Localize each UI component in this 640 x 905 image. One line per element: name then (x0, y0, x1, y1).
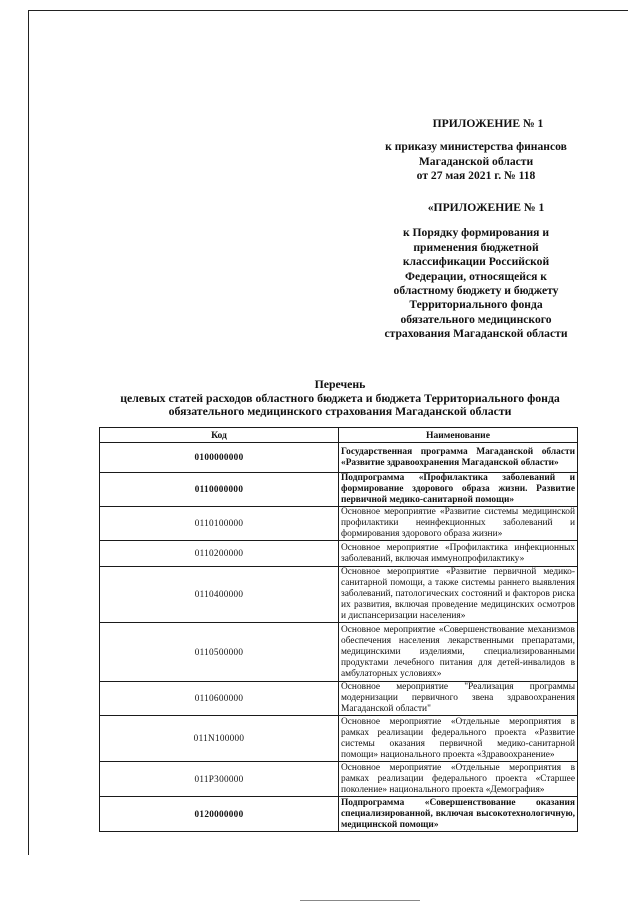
appendix-line: к приказу министерства финансов (385, 140, 567, 154)
row-code: 0110100000 (100, 507, 339, 541)
inner-appendix-line: применения бюджетной (413, 240, 539, 254)
row-code: 0110400000 (100, 567, 339, 623)
row-name: Подпрограмма «Профилактика заболеваний и формирование здорового образа жизни. Развитие первичной медико-санитарной помощи» (339, 473, 578, 507)
scan-edge-bottom (300, 900, 420, 901)
budget-codes-table (99, 427, 578, 832)
scan-edge-top (28, 10, 628, 11)
table-row (100, 797, 578, 832)
row-name: Подпрограмма «Совершенствование оказания специализированной, включая высокотехнологичную, медицинской помощи» (339, 797, 578, 832)
row-code: 011P300000 (100, 762, 339, 797)
row-name: Основное мероприятие «Отдельные мероприятия в рамках реализации федерального проекта «Старшее поколение» национального проекта «Демография» (339, 762, 578, 797)
table-row (100, 507, 578, 541)
column-header-code: Код (100, 428, 339, 443)
table-row (100, 473, 578, 507)
inner-appendix-line: Территориального фонда (409, 298, 543, 312)
row-code: 0120000000 (100, 797, 339, 832)
column-header-name: Наименование (339, 428, 578, 443)
table-row (100, 716, 578, 762)
inner-appendix-line: Федерации, относящейся к (405, 269, 547, 283)
table-row (100, 541, 578, 567)
row-name: Государственная программа Магаданской области «Развитие здравоохранения Магаданской области» (339, 443, 578, 473)
table-row (100, 762, 578, 797)
table-row (100, 623, 578, 682)
table-header-row (100, 428, 578, 443)
row-name: Основное мероприятие «Развитие системы медицинской профилактики неинфекционных заболеваний и формирования здорового образа жизни» (339, 507, 578, 541)
inner-appendix-header (360, 201, 592, 342)
row-name: Основное мероприятие «Развитие первичной медико-санитарной помощи, а также системы раннего выявления заболеваний, патологических состояний и факторов риска их развития, включая проведение медицинских осмотров и диспансеризации населения» (339, 567, 578, 623)
inner-appendix-title: «ПРИЛОЖЕНИЕ № 1 (427, 201, 545, 214)
row-code: 0110500000 (100, 623, 339, 682)
list-title-line: обязательного медицинского страхования Магаданской области (168, 404, 512, 419)
row-code: 011N100000 (100, 716, 339, 762)
row-code: 0110600000 (100, 682, 339, 716)
row-code: 0110000000 (100, 473, 339, 507)
appendix-header (360, 117, 592, 184)
appendix-line: Магаданской области (418, 154, 534, 168)
list-title-heading: Перечень (314, 377, 366, 391)
row-code: 0110200000 (100, 541, 339, 567)
scan-edge-left (28, 10, 29, 855)
inner-appendix-line: к Порядку формирования и (402, 226, 550, 240)
row-name: Основное мероприятие «Совершенствование механизмов обеспечения населения лекарственными препаратами, медицинскими изделиями, специализированными продуктами лечебного питания для детей-инвалидов в амбулаторных условиях» (339, 623, 578, 682)
list-title-line: целевых статей расходов областного бюджета и бюджета Территориального фонда (120, 390, 560, 405)
list-title (90, 378, 590, 419)
row-code: 0100000000 (100, 443, 339, 473)
inner-appendix-line: областному бюджету и бюджету (393, 284, 559, 298)
inner-appendix-line: страхования Магаданской области (384, 327, 568, 341)
inner-appendix-line: классификации Российской (402, 255, 550, 269)
row-name: Основное мероприятие «Профилактика инфекционных заболеваний, включая иммунопрофилактику» (339, 541, 578, 567)
row-name: Основное мероприятие "Реализация программы модернизации первичного звена здравоохранения Магаданской области" (339, 682, 578, 716)
appendix-line: от 27 мая 2021 г. № 118 (416, 169, 536, 183)
inner-appendix-line: обязательного медицинского (400, 312, 552, 326)
table-row (100, 443, 578, 473)
row-name: Основное мероприятие «Отдельные мероприятия в рамках реализации федерального проекта «Развитие системы оказания первичной медико-санитарной помощи» национального проекта «Здравоохранение» (339, 716, 578, 762)
table-row (100, 682, 578, 716)
appendix-title: ПРИЛОЖЕНИЕ № 1 (432, 117, 544, 130)
table-row (100, 567, 578, 623)
